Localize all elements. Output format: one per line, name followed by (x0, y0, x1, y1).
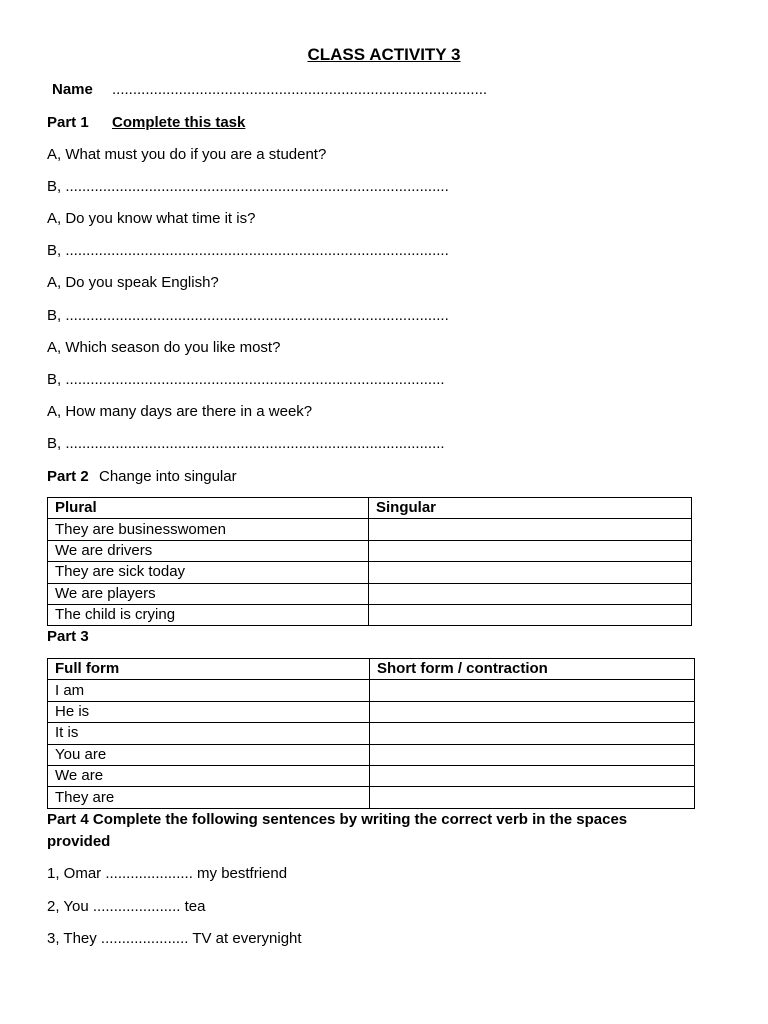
part1-label: Part 1 (47, 114, 89, 131)
part4-heading-continued: provided (47, 833, 111, 850)
name-label: Name (52, 81, 93, 98)
table-header-row (48, 498, 692, 519)
table-row (48, 723, 695, 744)
full-form-cell: They are (48, 787, 370, 808)
table-row (48, 787, 695, 808)
dialogue-line: A, Do you know what time it is? (47, 210, 256, 227)
plural-cell: They are businesswomen (48, 519, 369, 540)
short-form-answer-cell[interactable] (370, 680, 695, 701)
column-header-singular: Singular (369, 498, 692, 519)
full-form-cell: He is (48, 701, 370, 722)
full-form-cell: We are (48, 765, 370, 786)
answer-blank[interactable]: B, ........................................................................................... (47, 371, 445, 388)
plural-cell: We are players (48, 583, 369, 604)
table-row (48, 540, 692, 561)
table-row (48, 765, 695, 786)
table-row (48, 519, 692, 540)
table-row (48, 701, 695, 722)
part2-instruction: Change into singular (99, 468, 237, 485)
short-form-answer-cell[interactable] (370, 765, 695, 786)
plural-cell: The child is crying (48, 604, 369, 625)
fill-in-sentence[interactable]: 1, Omar ..................... my bestfriend (47, 865, 288, 882)
fill-in-sentence[interactable]: 2, You ..................... tea (47, 898, 206, 915)
column-header-full-form: Full form (48, 659, 370, 680)
column-header-short-form: Short form / contraction (370, 659, 695, 680)
short-form-answer-cell[interactable] (370, 701, 695, 722)
part2-label: Part 2 (47, 468, 89, 485)
name-blank[interactable]: .......................................................................................... (112, 81, 488, 98)
part1-instruction: Complete this task (112, 114, 246, 131)
dialogue-line: A, Do you speak English? (47, 274, 219, 291)
table-row (48, 583, 692, 604)
short-form-answer-cell[interactable] (370, 787, 695, 808)
part4-heading: Part 4 Complete the following sentences by writing the correct verb in the spaces (47, 811, 628, 828)
singular-answer-cell[interactable] (369, 604, 692, 625)
fill-in-sentence[interactable]: 3, They ..................... TV at everynight (47, 930, 302, 947)
table-row (48, 744, 695, 765)
singular-answer-cell[interactable] (369, 583, 692, 604)
full-form-cell: You are (48, 744, 370, 765)
full-form-cell: I am (48, 680, 370, 701)
answer-blank[interactable]: B, ............................................................................................ (47, 242, 449, 259)
plural-cell: We are drivers (48, 540, 369, 561)
column-header-plural: Plural (48, 498, 369, 519)
short-form-answer-cell[interactable] (370, 723, 695, 744)
dialogue-line: A, What must you do if you are a student? (47, 146, 327, 163)
short-form-answer-cell[interactable] (370, 744, 695, 765)
answer-blank[interactable]: B, ........................................................................................... (47, 435, 445, 452)
dialogue-line: A, Which season do you like most? (47, 339, 281, 356)
singular-answer-cell[interactable] (369, 519, 692, 540)
singular-answer-cell[interactable] (369, 540, 692, 561)
singular-answer-cell[interactable] (369, 562, 692, 583)
table-row (48, 680, 695, 701)
table-row (48, 604, 692, 625)
full-form-cell: It is (48, 723, 370, 744)
part3-label: Part 3 (47, 628, 89, 645)
contraction-table (47, 658, 695, 809)
singular-table (47, 497, 692, 626)
answer-blank[interactable]: B, ............................................................................................ (47, 178, 449, 195)
table-header-row (48, 659, 695, 680)
dialogue-line: A, How many days are there in a week? (47, 403, 313, 420)
table-row (48, 562, 692, 583)
plural-cell: They are sick today (48, 562, 369, 583)
answer-blank[interactable]: B, ............................................................................................ (47, 307, 449, 324)
page-title: CLASS ACTIVITY 3 (307, 45, 461, 64)
